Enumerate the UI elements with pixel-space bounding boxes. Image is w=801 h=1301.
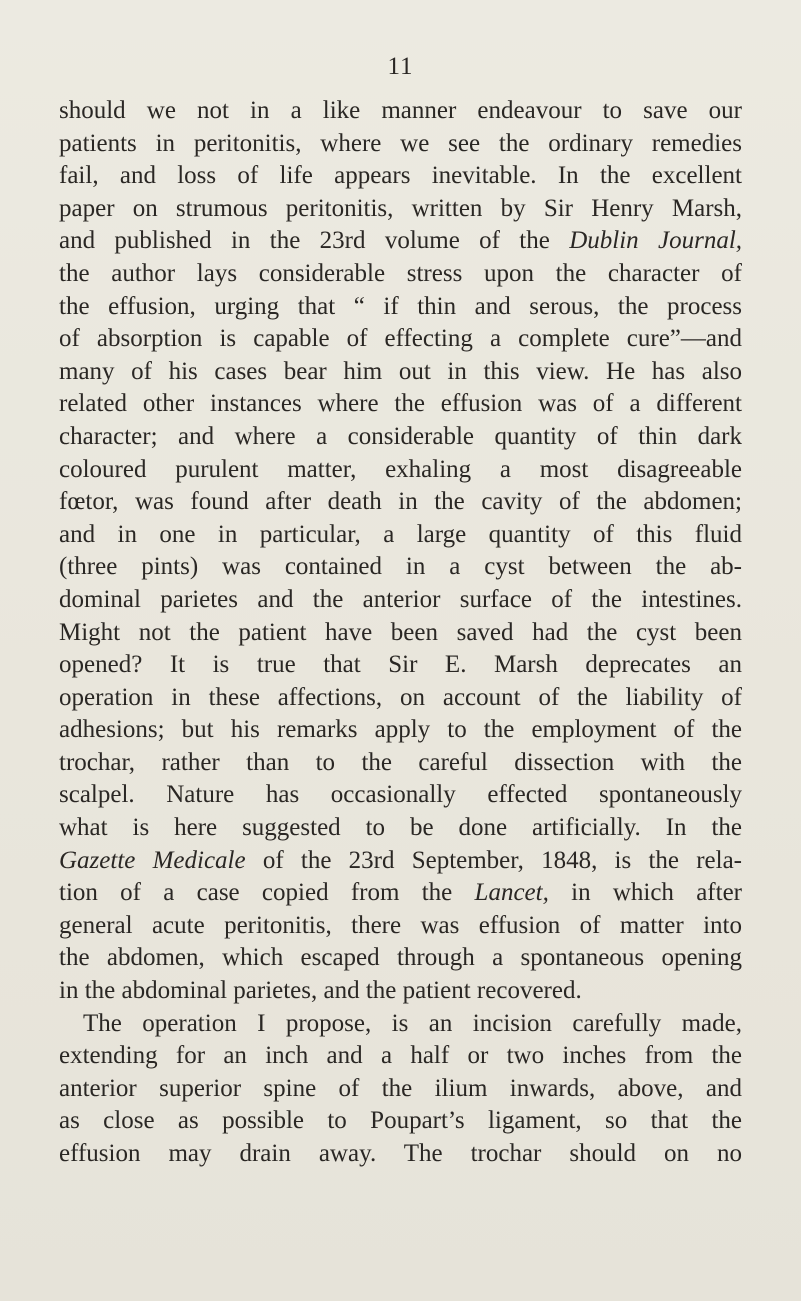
text-line — [59, 519, 742, 552]
text-line — [59, 812, 742, 845]
text-segment: and published in the 23rd volume of the — [59, 227, 570, 255]
text-segment: effusion may drain away. The trochar should on no — [59, 1140, 742, 1167]
text-segment: fœtor, was found after death in the cavity of the abdomen; — [59, 488, 742, 516]
text-segment: operation in these affections, on account of the liability of — [59, 683, 742, 711]
text-line — [59, 584, 742, 617]
text-line — [59, 1073, 742, 1106]
text-line — [59, 682, 742, 715]
text-line — [59, 714, 742, 747]
text-segment: many of his cases bear him out in this view. He has also — [59, 357, 742, 385]
text-line — [59, 551, 742, 584]
text-line — [59, 845, 742, 878]
italic-segment: Dublin Journal, — [569, 227, 743, 255]
text-line — [59, 975, 742, 1008]
page-number: 11 — [387, 53, 414, 80]
text-segment: (three pints) was contained in a cyst between the ab- — [59, 553, 742, 581]
text-line — [59, 454, 742, 487]
text-segment: anterior superior spine of the ilium inwards, above, and — [59, 1074, 742, 1102]
text-segment: The operation I propose, is an incision carefully made, — [83, 1009, 742, 1037]
body-text — [59, 95, 742, 1171]
text-segment: paper on strumous peritonitis, written by Sir Henry Marsh, — [59, 194, 742, 222]
text-line — [59, 95, 742, 128]
text-segment: the author lays considerable stress upon the character of — [59, 259, 742, 287]
text-segment: extending for an inch and a half or two inches from the — [59, 1042, 742, 1070]
text-segment: dominal parietes and the anterior surface of the intestines. — [59, 585, 742, 613]
text-segment: tion of a case copied from the — [59, 879, 475, 907]
text-segment: adhesions; but his remarks apply to the employment of the — [59, 716, 742, 744]
text-segment: of the 23rd September, 1848, is the rela- — [245, 846, 743, 874]
text-segment: should we not in a like manner endeavour to save our — [59, 97, 742, 124]
text-line — [59, 193, 742, 226]
text-line — [59, 128, 742, 161]
text-segment: related other instances where the effusion was of a different — [59, 390, 742, 418]
text-line — [59, 1105, 742, 1138]
italic-segment: Lancet, — [474, 879, 549, 907]
text-line — [59, 225, 742, 258]
text-line — [59, 877, 742, 910]
text-line — [59, 160, 742, 193]
text-line — [59, 323, 742, 356]
text-line — [59, 1138, 742, 1171]
text-line — [59, 258, 742, 291]
text-segment: and in one in particular, a large quantity of this fluid — [59, 520, 742, 548]
text-line — [59, 779, 742, 812]
text-line — [59, 1040, 742, 1073]
text-line — [59, 617, 742, 650]
text-segment: in which after — [548, 879, 742, 907]
text-line — [59, 1008, 742, 1041]
text-line — [59, 747, 742, 780]
text-line — [59, 421, 742, 454]
text-segment: fail, and loss of life appears inevitable. In the excellent — [59, 162, 742, 190]
text-segment: scalpel. Nature has occasionally effected spontaneously — [59, 781, 742, 809]
text-segment: character; and where a considerable quantity of thin dark — [59, 422, 742, 450]
text-segment: patients in peritonitis, where we see the ordinary remedies — [59, 129, 742, 157]
text-segment: the effusion, urging that “ if thin and serous, the process — [59, 292, 742, 320]
text-segment: opened? It is true that Sir E. Marsh deprecates an — [59, 651, 742, 679]
text-line — [59, 649, 742, 682]
text-segment: as close as possible to Poupart’s ligament, so that the — [59, 1107, 742, 1135]
text-segment: Might not the patient have been saved had the cyst been — [59, 618, 742, 646]
italic-segment: Gazette Medicale — [59, 846, 246, 874]
text-line — [59, 356, 742, 389]
text-line — [59, 486, 742, 519]
text-segment: general acute peritonitis, there was effusion of matter into — [59, 911, 742, 939]
text-segment: of absorption is capable of effecting a complete cure”—and — [59, 325, 742, 353]
text-segment: coloured purulent matter, exhaling a most disagreeable — [59, 455, 742, 483]
text-segment: in the abdominal parietes, and the patient recovered. — [59, 977, 582, 1005]
text-line — [59, 942, 742, 975]
text-segment: trochar, rather than to the careful dissection with the — [59, 748, 742, 776]
text-segment: what is here suggested to be done artificially. In the — [59, 814, 742, 842]
text-segment: the abdomen, which escaped through a spontaneous opening — [59, 944, 742, 972]
text-line — [59, 291, 742, 324]
text-line — [59, 910, 742, 943]
text-line — [59, 388, 742, 421]
